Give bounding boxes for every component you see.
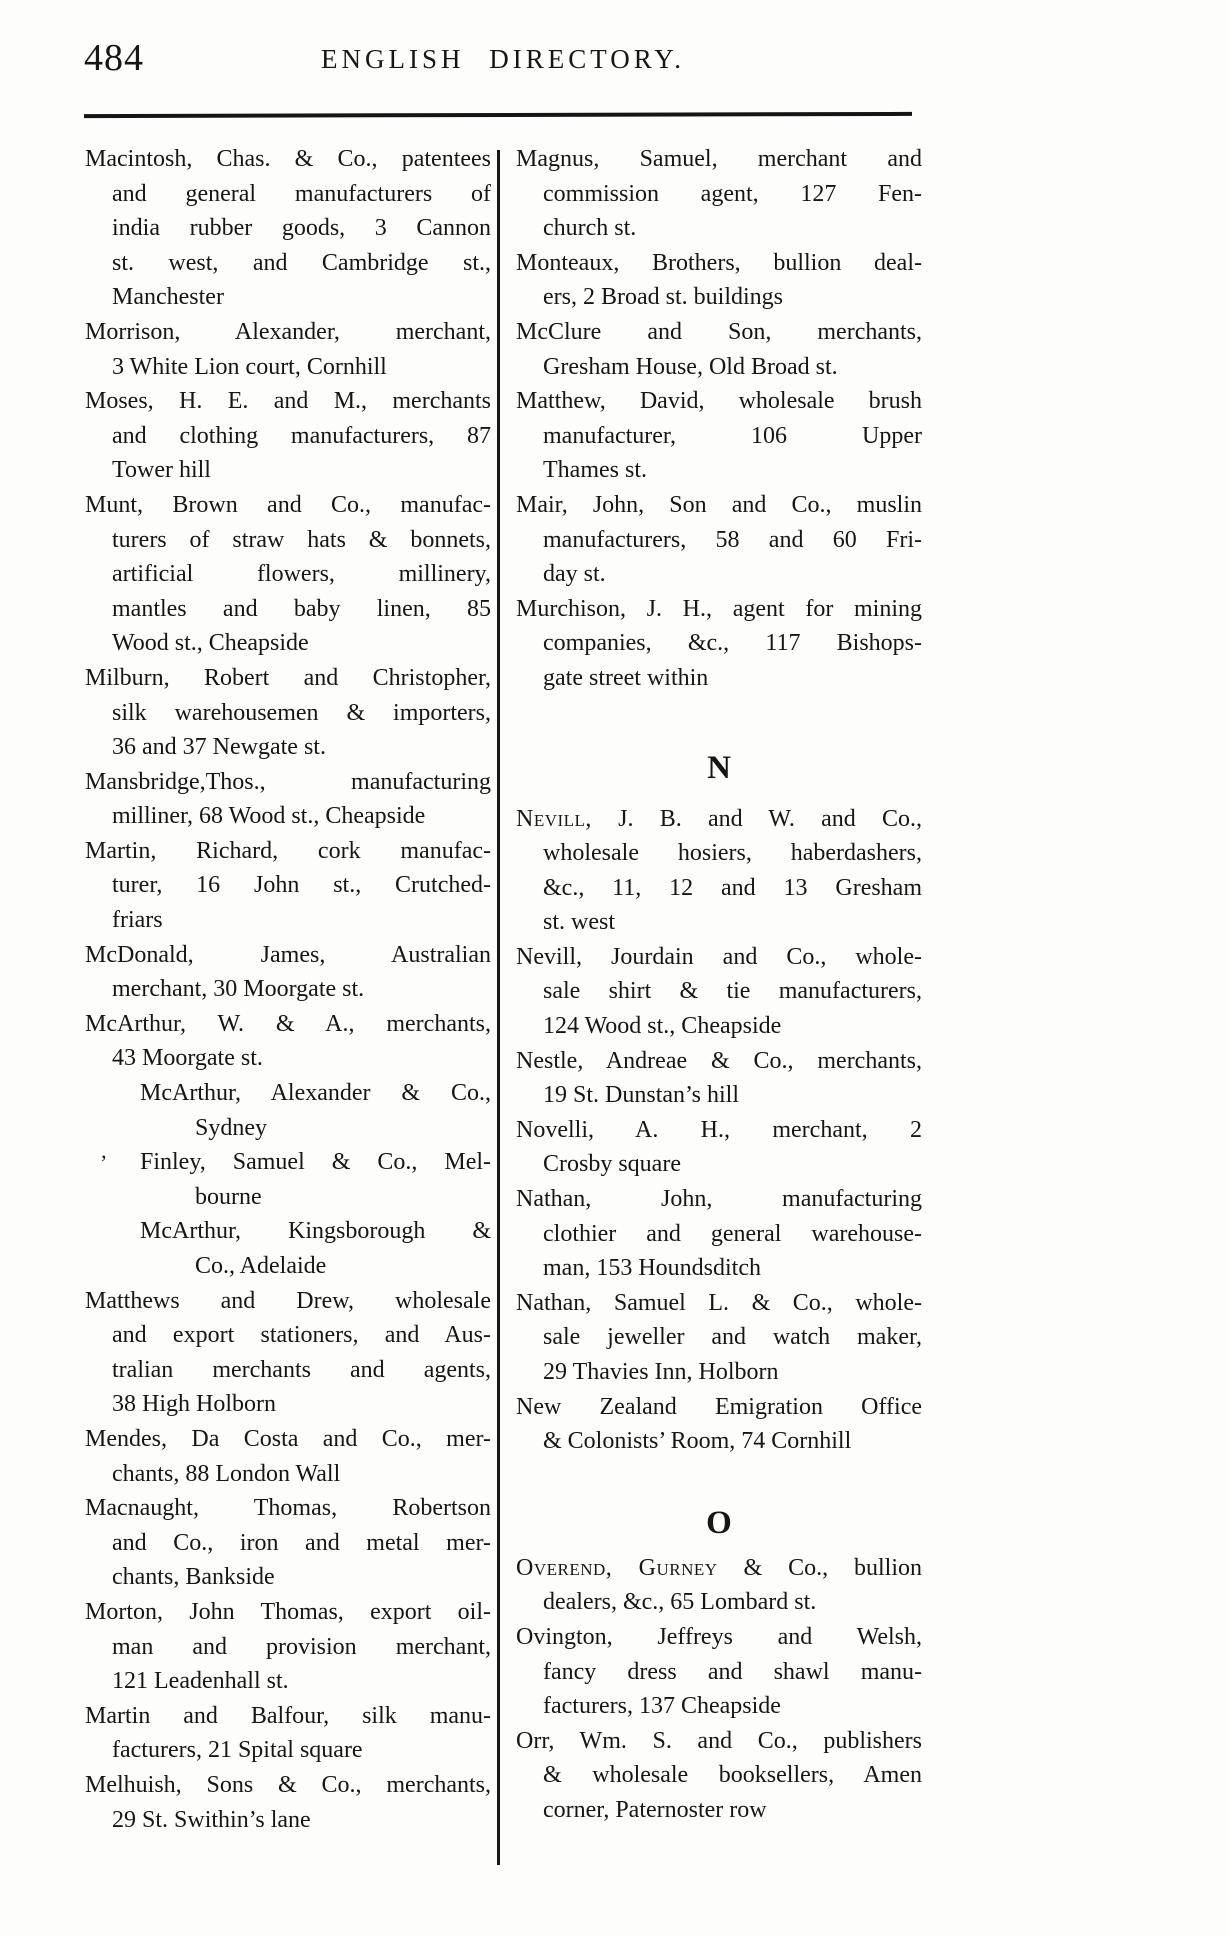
entry-line: Mansbridge,Thos., manufacturing: [85, 768, 491, 795]
directory-entry: [516, 1620, 922, 1724]
entry-line: Overend, Gurney & Co., bullion: [516, 1554, 922, 1581]
entry-line: Magnus, Samuel, merchant and: [516, 146, 922, 172]
entry-line: & wholesale booksellers, Amen: [543, 1762, 922, 1789]
entry-line: & Colonists’ Room, 74 Cornhill: [543, 1428, 852, 1455]
entry-line: Nevill, Jourdain and Co., whole-: [516, 943, 922, 970]
header-rule: [84, 112, 912, 118]
entry-line: 36 and 37 Newgate st.: [112, 734, 326, 761]
directory-entry: [516, 1551, 922, 1620]
entry-line: chants, 88 London Wall: [112, 1460, 341, 1487]
entry-line: Crosby square: [543, 1151, 681, 1178]
entry-line: manufacturer, 106 Upper: [543, 422, 922, 449]
directory-entry: [516, 802, 922, 940]
entry-line: Morrison, Alexander, merchant,: [85, 318, 491, 345]
entry-line: fancy dress and shawl manu-: [543, 1658, 922, 1685]
entry-line: Mendes, Da Costa and Co., mer-: [85, 1425, 491, 1452]
directory-entry: [85, 1491, 491, 1595]
directory-entry: [85, 142, 491, 315]
entry-line: milliner, 68 Wood st., Cheapside: [112, 803, 426, 830]
section-header-o: O: [706, 1504, 732, 1541]
directory-entry: [85, 661, 491, 765]
entry-line: facturers, 21 Spital square: [112, 1737, 363, 1764]
entry-line: Melhuish, Sons & Co., merchants,: [85, 1771, 491, 1798]
directory-entry: [516, 1182, 922, 1286]
entry-line: Sydney: [195, 1114, 267, 1141]
page-number: 484: [84, 37, 144, 79]
entry-line: and clothing manufacturers, 87: [112, 422, 491, 449]
entry-line: silk warehousemen & importers,: [112, 699, 491, 726]
entry-line: 29 Thavies Inn, Holborn: [543, 1359, 779, 1385]
directory-entry: [516, 592, 922, 696]
entry-line: tralian merchants and agents,: [112, 1356, 491, 1383]
entry-line: Moses, H. E. and M., merchants: [85, 388, 491, 415]
entry-line: Murchison, J. H., agent for mining: [516, 595, 922, 622]
directory-entry: [85, 384, 491, 488]
entry-line: Nathan, John, manufacturing: [516, 1186, 922, 1213]
entry-line: Finley, Samuel & Co., Mel-: [140, 1149, 491, 1176]
entry-line: 29 St. Swithin’s lane: [112, 1806, 311, 1833]
directory-entry: [85, 938, 491, 1007]
directory-entry: [516, 1390, 922, 1459]
entry-line: Munt, Brown and Co., manufac-: [85, 491, 491, 518]
entry-line: sale jeweller and watch maker,: [543, 1324, 922, 1351]
small-caps-firm-name: Overend, Gurney: [516, 1554, 718, 1581]
entry-line: McDonald, James, Australian: [85, 941, 491, 968]
directory-entry: [516, 1286, 922, 1390]
entry-line: Co., Adelaide: [195, 1253, 327, 1279]
small-caps-firm-name: Nevill,: [516, 805, 592, 832]
directory-entry: [516, 1044, 922, 1113]
entry-line: McArthur, W. & A., merchants,: [85, 1010, 491, 1037]
entry-line: clothier and general warehouse-: [543, 1220, 922, 1247]
directory-entry: [516, 1724, 922, 1828]
directory-entry: [85, 1145, 491, 1214]
directory-entry: [516, 246, 922, 315]
directory-entry: [85, 488, 491, 661]
entry-line: Manchester: [112, 284, 224, 311]
entry-line: wholesale hosiers, haberdashers,: [543, 840, 922, 867]
directory-entry: [85, 765, 491, 834]
entry-line: 19 St. Dunstan’s hill: [543, 1082, 740, 1109]
entry-line: 43 Moorgate st.: [112, 1045, 263, 1072]
entry-line: manufacturers, 58 and 60 Fri-: [543, 526, 922, 553]
directory-entry: [85, 1007, 491, 1076]
directory-entry: [516, 315, 922, 384]
entry-line: Martin and Balfour, silk manu-: [85, 1702, 491, 1729]
entry-line: Morton, John Thomas, export oil-: [85, 1598, 491, 1625]
entry-line: gate street within: [543, 664, 709, 691]
directory-entry: [85, 1699, 491, 1768]
entry-line: sale shirt & tie manufacturers,: [543, 978, 922, 1005]
entry-line: Nestle, Andreae & Co., merchants,: [516, 1047, 922, 1074]
directory-entry: [516, 384, 922, 488]
entry-line: Matthew, David, wholesale brush: [516, 388, 922, 415]
entry-line: church st.: [543, 215, 637, 242]
entry-line: companies, &c., 117 Bishops-: [543, 630, 922, 657]
directory-entry: [85, 1422, 491, 1491]
entry-line: Matthews and Drew, wholesale: [85, 1287, 491, 1314]
right-column: [516, 142, 922, 1828]
entry-line: Martin, Richard, cork manufac-: [85, 837, 491, 864]
entry-line: &c., 11, 12 and 13 Gresham: [543, 874, 922, 901]
section-header-n: N: [707, 749, 731, 786]
entry-line: chants, Bankside: [112, 1564, 275, 1591]
entry-line: dealers, &c., 65 Lombard st.: [543, 1589, 817, 1616]
entry-line: man and provision merchant,: [112, 1633, 491, 1660]
entry-line: 3 White Lion court, Cornhill: [112, 353, 387, 380]
entry-line: and general manufacturers of: [112, 180, 491, 207]
entry-line: turer, 16 John st., Crutched-: [112, 872, 491, 899]
entry-line: McArthur, Kingsborough &: [140, 1218, 491, 1245]
entry-line: Nevill, J. B. and W. and Co.,: [516, 805, 922, 832]
entry-line: st. west, and Cambridge st.,: [112, 249, 491, 276]
entry-line: turers of straw hats & bonnets,: [112, 526, 491, 553]
left-column: [85, 142, 491, 1837]
stray-ink-mark: ’: [100, 1150, 108, 1175]
entry-line: Novelli, A. H., merchant, 2: [516, 1116, 922, 1143]
entry-line: Ovington, Jeffreys and Welsh,: [516, 1623, 922, 1650]
entry-line: 124 Wood st., Cheapside: [543, 1013, 782, 1040]
entry-line: commission agent, 127 Fen-: [543, 180, 922, 207]
entry-line: 38 High Holborn: [112, 1391, 276, 1418]
entry-line: day st.: [543, 561, 606, 588]
entry-line: Tower hill: [112, 457, 211, 484]
entry-line: and export stationers, and Aus-: [112, 1322, 491, 1349]
entry-line: Monteaux, Brothers, bullion deal-: [516, 249, 922, 276]
directory-entry: [85, 1595, 491, 1699]
entry-line: merchant, 30 Moorgate st.: [112, 976, 365, 1003]
entry-line: st. west: [543, 909, 615, 936]
directory-entry: [516, 1113, 922, 1182]
entry-line: bourne: [195, 1183, 262, 1210]
entry-line: Thames st.: [543, 457, 647, 484]
directory-entry: [85, 834, 491, 938]
entry-line: facturers, 137 Cheapside: [543, 1693, 781, 1720]
entry-line: Mair, John, Son and Co., muslin: [516, 491, 922, 518]
directory-entry: [516, 488, 922, 592]
entry-line: Macnaught, Thomas, Robertson: [85, 1495, 491, 1522]
directory-entry: [85, 315, 491, 384]
entry-line: Wood st., Cheapside: [112, 630, 309, 657]
entry-line: friars: [112, 907, 163, 934]
directory-entry: [85, 1076, 491, 1145]
page-title: ENGLISH DIRECTORY.: [320, 44, 686, 74]
entry-line: 121 Leadenhall st.: [112, 1668, 289, 1695]
entry-line: man, 153 Houndsditch: [543, 1255, 761, 1282]
entry-line: New Zealand Emigration Office: [516, 1393, 922, 1420]
entry-line: mantles and baby linen, 85: [112, 595, 491, 622]
entry-line: Gresham House, Old Broad st.: [543, 353, 838, 380]
entry-line: ers, 2 Broad st. buildings: [543, 284, 783, 311]
entry-line: Macintosh, Chas. & Co., patentees: [85, 146, 491, 172]
entry-line: McClure and Son, merchants,: [516, 318, 922, 345]
entry-line: india rubber goods, 3 Cannon: [112, 215, 491, 242]
entry-line: Milburn, Robert and Christopher,: [85, 664, 491, 691]
column-divider-rule: [497, 150, 500, 1865]
entry-line: Nathan, Samuel L. & Co., whole-: [516, 1289, 922, 1316]
directory-entry: [85, 1214, 491, 1283]
entry-line: McArthur, Alexander & Co.,: [140, 1080, 491, 1107]
entry-line: artificial flowers, millinery,: [112, 561, 491, 588]
entry-line: corner, Paternoster row: [543, 1796, 767, 1823]
entry-line: and Co., iron and metal mer-: [112, 1529, 491, 1556]
directory-entry: [85, 1768, 491, 1837]
directory-entry: [85, 1284, 491, 1422]
directory-entry: [516, 940, 922, 1044]
directory-entry: [516, 142, 922, 246]
entry-line: Orr, Wm. S. and Co., publishers: [516, 1727, 922, 1754]
